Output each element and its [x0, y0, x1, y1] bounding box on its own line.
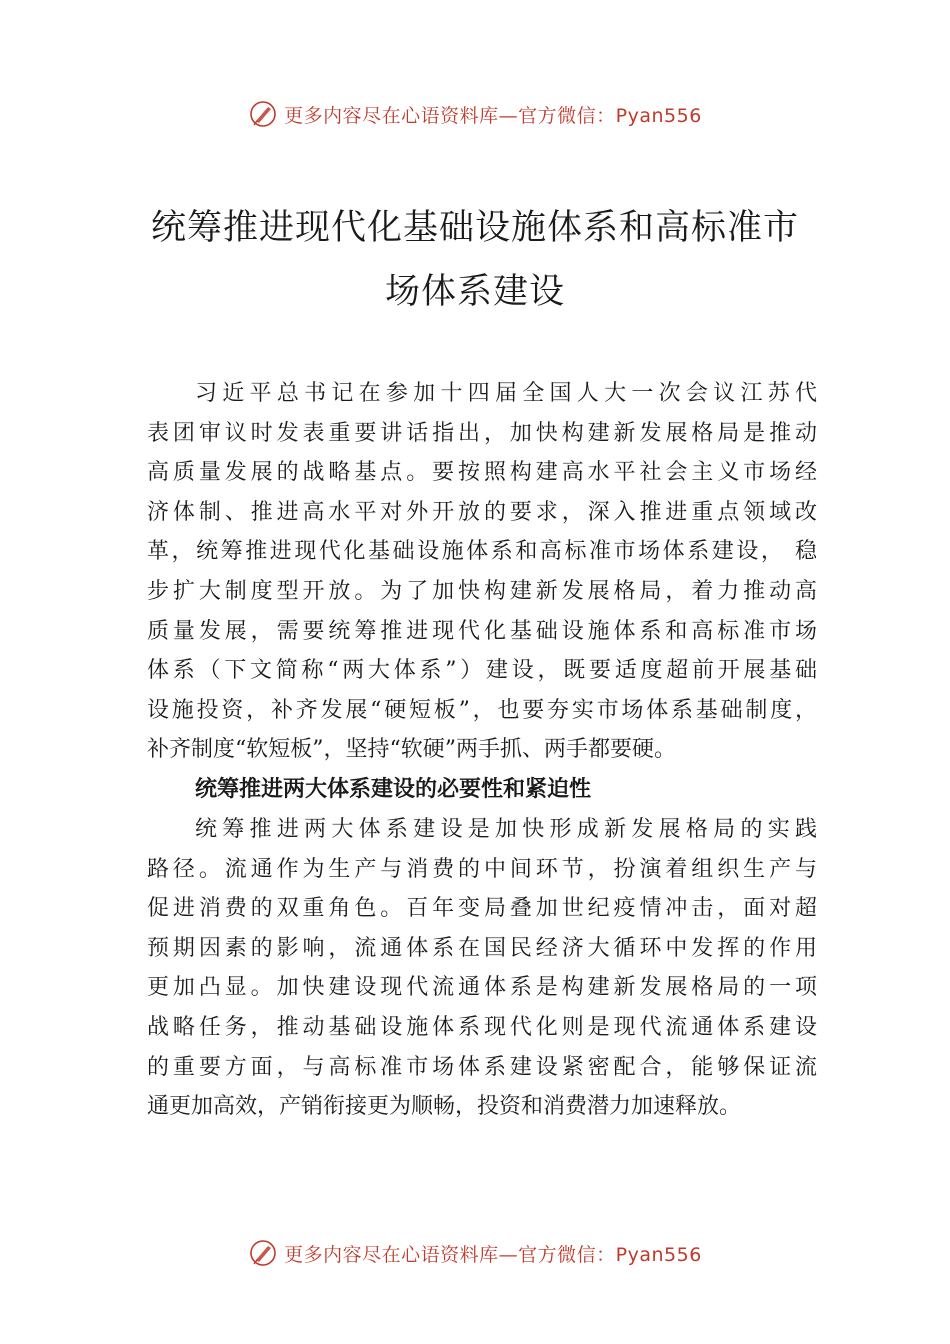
document-body — [147, 374, 817, 1127]
paragraph-line: 更加凸显。加快建设现代流通体系是构建新发展格局的一项 — [147, 975, 817, 1001]
banner-wechat-text: 官方微信：Pyan556 — [518, 104, 702, 127]
paragraph-line: 习近平总书记在参加十四届全国人大一次会议江苏代 — [195, 381, 817, 406]
paragraph-line: 预期因素的影响，流通体系在国民经济大循环中发挥的作用 — [147, 935, 817, 961]
paragraph-line: 战略任务，推动基础设施体系现代化则是现代流通体系建设 — [147, 1014, 817, 1040]
banner-wechat-text: 官方微信：Pyan556 — [518, 1243, 702, 1266]
paragraph-line: 促进消费的双重角色。百年变局叠加世纪疫情冲击，面对超 — [147, 896, 817, 922]
footer-banner — [0, 1233, 950, 1273]
paragraph-line: 统筹推进两大体系建设是加快形成新发展格局的实践 — [195, 816, 817, 842]
document-title — [0, 196, 950, 324]
paragraph-line: 质量发展，需要统筹推进现代化基础设施体系和高标准市场 — [147, 618, 817, 644]
title-line-2: 场体系建设 — [384, 272, 565, 312]
paragraph-line: 体系（下文简称“两大体系”）建设，既要适度超前开展基础 — [147, 658, 817, 684]
section-heading: 统筹推进两大体系建设的必要性和紧迫性 — [195, 776, 592, 802]
title-line-1: 统筹推进现代化基础设施体系和高标准市 — [150, 208, 799, 248]
header-banner — [0, 94, 950, 134]
banner-library-text: 更多内容尽在心语资料库 — [284, 1243, 499, 1266]
pen-logo-icon — [248, 99, 278, 129]
paragraph-line: 路径。流通作为生产与消费的中间环节，扮演着组织生产与 — [147, 856, 817, 882]
banner-text — [284, 1240, 702, 1267]
paragraph-line: 步扩大制度型开放。为了加快构建新发展格局，着力推动高 — [147, 578, 817, 604]
pen-logo-icon — [248, 1238, 278, 1268]
paragraph-line: 革，统筹推进现代化基础设施体系和高标准市场体系建设， 稳 — [147, 539, 817, 565]
paragraph-line: 补齐制度“软短板”，坚持“软硬”两手抓、两手都要硬。 — [147, 737, 676, 763]
paragraph-line: 济体制、推进高水平对外开放的要求，深入推进重点领域改 — [147, 499, 817, 525]
paragraph-1 — [147, 374, 817, 770]
banner-library-text: 更多内容尽在心语资料库 — [284, 104, 499, 127]
paragraph-line: 表团审议时发表重要讲话指出，加快构建新发展格局是推动 — [147, 420, 817, 446]
banner-dash: — — [498, 104, 519, 127]
banner-dash: — — [498, 1243, 519, 1266]
paragraph-line: 高质量发展的战略基点。要按照构建高水平社会主义市场经 — [147, 460, 817, 486]
paragraph-line: 设施投资，补齐发展“硬短板”，也要夯实市场体系基础制度， — [147, 697, 817, 723]
paragraph-2 — [147, 810, 817, 1127]
paragraph-line: 通更加高效，产销衔接更为顺畅，投资和消费潜力加速释放。 — [147, 1094, 742, 1120]
paragraph-line: 的重要方面，与高标准市场体系建设紧密配合，能够保证流 — [147, 1054, 817, 1080]
banner-text — [284, 101, 702, 128]
